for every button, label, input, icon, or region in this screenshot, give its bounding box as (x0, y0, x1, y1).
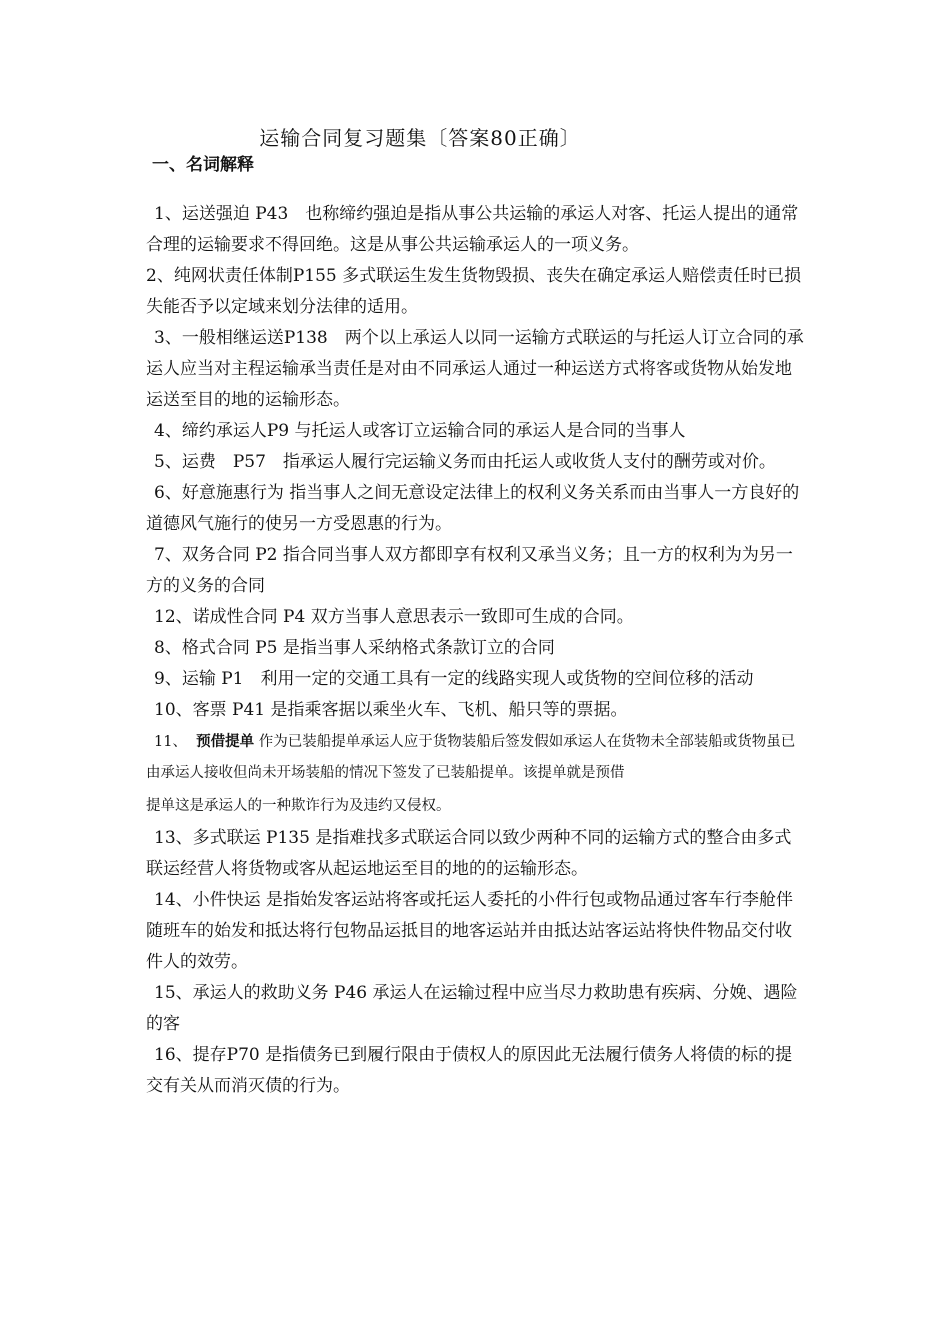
list-item (146, 695, 806, 726)
list-item (146, 726, 806, 789)
list-item (146, 1040, 806, 1102)
entry-text: 14、小件快运 是指始发客运站将客或托运人委托的小件行包或物品通过客车行李舱伴随班车的始发和抵达将行包物品运抵目的地客运站并由抵达站客运站将快件物品交付收件人的效劳。 (146, 890, 794, 972)
list-item (146, 199, 806, 261)
definition-list (146, 199, 806, 1102)
list-item (146, 323, 806, 416)
entry-text: 2、纯网状责任体制P155 多式联运生发生货物毁损、丧失在确定承运人赔偿责任时已损失能否予以定域来划分法律的适用。 (146, 266, 802, 317)
list-item (146, 540, 806, 602)
entry-text: 8、格式合同 P5 是指当事人采纳格式条款订立的合同 (154, 638, 555, 658)
list-item (146, 823, 806, 885)
list-item (146, 789, 806, 823)
list-item (146, 664, 806, 695)
entry-text: 7、双务合同 P2 指合同当事人双方都即享有权利又承当义务；且一方的权利为为另一方的义务的合同 (146, 545, 793, 596)
entry-term: 预借提单 (196, 733, 255, 750)
list-item (146, 885, 806, 978)
list-item (146, 447, 806, 478)
entry-text: 12、诺成性合同 P4 双方当事人意思表示一致即可生成的合同。 (154, 607, 634, 627)
entry-text: 13、多式联运 P135 是指难找多式联运合同以致少两种不同的运输方式的整合由多式联运经营人将货物或客从起运地运至目的地的的运输形态。 (146, 828, 792, 879)
list-item (146, 478, 806, 540)
entry-text: 16、提存P70 是指债务已到履行限由于债权人的原因此无法履行债务人将债的标的提交有关从而消灭债的行为。 (146, 1045, 793, 1096)
entry-text: 作为已装船提单承运人应于货物装船后签发假如承运人在货物未全部装船或货物虽已由承运人接收但尚未开场装船的情况下签发了已装船提单。该提单就是预借 (146, 734, 796, 781)
entry-text: 9、运输 P1 利用一定的交通工具有一定的线路实现人或货物的空间位移的活动 (154, 669, 754, 689)
list-item (146, 416, 806, 447)
entry-number: 11、 (154, 734, 187, 750)
document-title: 运输合同复习题集〔答案80正确〕 (259, 126, 581, 150)
list-item (146, 602, 806, 633)
entry-text: 4、缔约承运人P9 与托运人或客订立运输合同的承运人是合同的当事人 (154, 421, 686, 441)
entry-text: 提单这是承运人的一种欺诈行为及违约又侵权。 (146, 798, 451, 814)
list-item (146, 978, 806, 1040)
list-item (146, 633, 806, 664)
section-heading: 一、名词解释 (152, 155, 254, 175)
list-item (146, 261, 806, 323)
entry-text: 1、运送强迫 P43 也称缔约强迫是指从事公共运输的承运人对客、托运人提出的通常合理的运输要求不得回绝。这是从事公共运输承运人的一项义务。 (146, 204, 799, 255)
entry-text: 10、客票 P41 是指乘客据以乘坐火车、飞机、船只等的票据。 (154, 700, 628, 720)
entry-text: 5、运费 P57 指承运人履行完运输义务而由托运人或收货人支付的酬劳或对价。 (154, 452, 776, 472)
entry-text: 3、一般相继运送P138 两个以上承运人以同一运输方式联运的与托运人订立合同的承运人应当对主程运输承当责任是对由不同承运人通过一种运送方式将客或货物从始发地运送至目的地的运输形态。 (146, 328, 804, 410)
entry-text: 6、好意施惠行为 指当事人之间无意设定法律上的权利义务关系而由当事人一方良好的道德风气施行的使另一方受恩惠的行为。 (146, 483, 800, 534)
entry-text: 15、承运人的救助义务 P46 承运人在运输过程中应当尽力救助患有疾病、分娩、遇险的客 (146, 983, 798, 1034)
